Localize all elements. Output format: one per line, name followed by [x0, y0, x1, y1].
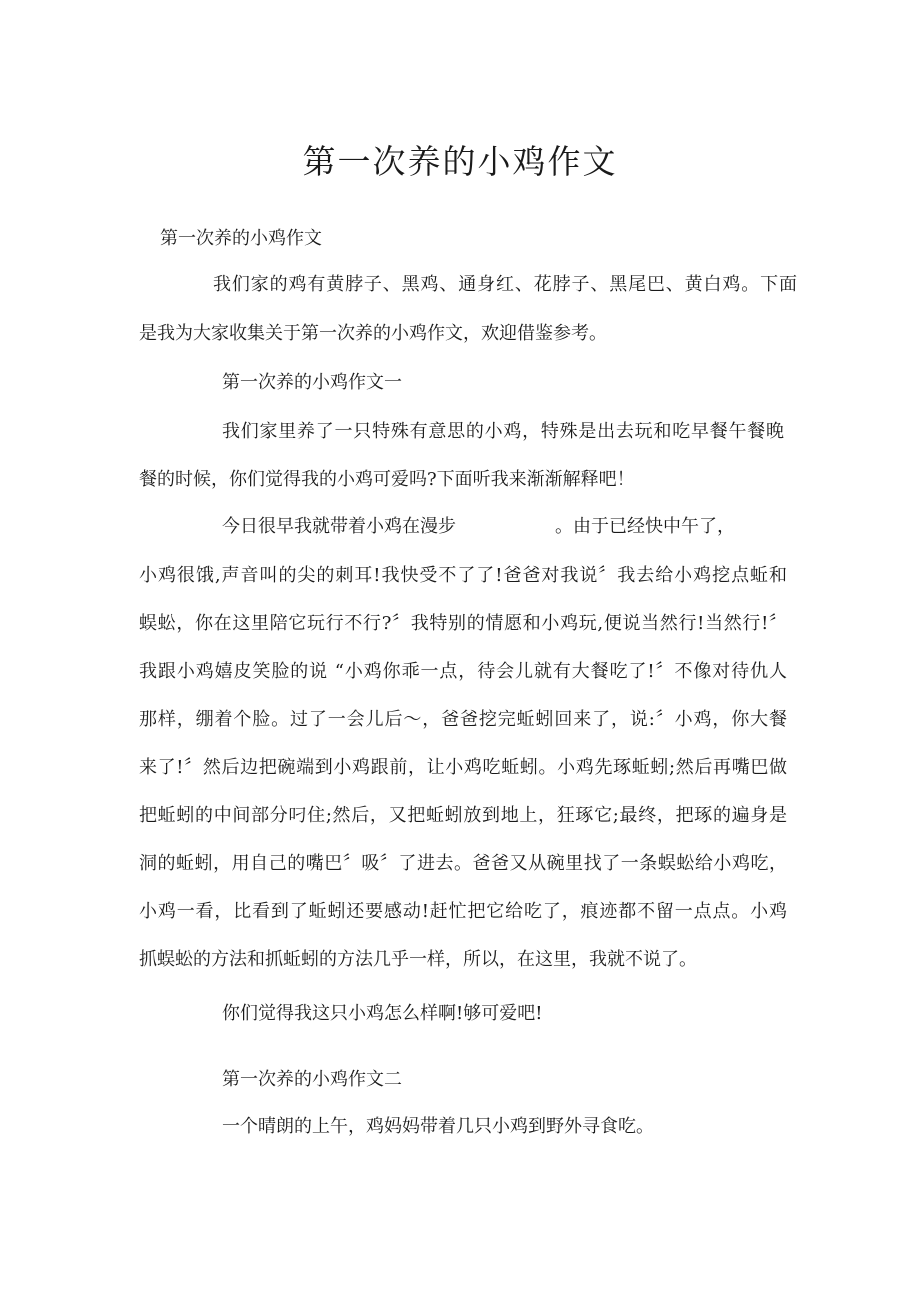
section1-para3: 你们觉得我这只小鸡怎么样啊!够可爱吧! [222, 1003, 543, 1024]
subtitle: 第一次养的小鸡作文 [160, 228, 322, 249]
section1-para2-start-b: 。由于已经快中午了， [555, 516, 735, 537]
section1-para2-line-1: 小鸡很饿,声音叫的尖的刺耳!我快受不了了!爸爸对我说〞我去给小鸡挖点蚯和 [139, 565, 787, 586]
section1-para2-line-3: 我跟小鸡嬉皮笑脸的说 “小鸡你乖一点，待会儿就有大餐吃了!〞不像对待仇人 [139, 661, 787, 682]
section1-para2-line-5: 来了!〞然后边把碗端到小鸡跟前，让小鸡吃蚯蚓。小鸡先琢蚯蚓;然后再嘴巴做 [139, 757, 787, 778]
document-title: 第一次养的小鸡作文 [302, 142, 618, 181]
section1-para2-start-a: 今日很早我就带着小鸡在漫步 [222, 516, 456, 537]
section1-para2-line-7: 洞的蚯蚓，用自己的嘴巴〞吸〞了进去。爸爸又从碗里找了一条蜈蚣给小鸡吃， [139, 853, 787, 874]
section1-para2-line-8: 小鸡一看，比看到了蚯蚓还要感动!赶忙把它给吃了，痕迹都不留一点点。小鸡 [139, 901, 787, 922]
section2-para1: 一个晴朗的上午，鸡妈妈带着几只小鸡到野外寻食吃。 [222, 1116, 654, 1137]
section1-para2-line-4: 那样，绷着个脸。过了一会儿后～，爸爸挖完蚯蚓回来了，说:〞小鸡，你大餐 [139, 709, 787, 730]
section1-para2-line-6: 把蚯蚓的中间部分叼住;然后，又把蚯蚓放到地上，狂琢它;最终，把琢的遍身是 [139, 805, 787, 826]
intro-line-1: 我们家的鸡有黄脖子、黑鸡、通身红、花脖子、黑尾巴、黄白鸡。下面 [213, 274, 797, 295]
section1-heading: 第一次养的小鸡作文一 [222, 372, 402, 393]
section1-para2-line-9: 抓蜈蚣的方法和抓蚯蚓的方法几乎一样，所以，在这里，我就不说了。 [139, 949, 697, 970]
section2-heading: 第一次养的小鸡作文二 [222, 1069, 402, 1090]
section1-para2-line-2: 蜈蚣，你在这里陪它玩行不行?〞我特别的情愿和小鸡玩,便说当然行!当然行!〞 [139, 613, 787, 634]
intro-line-2: 是我为大家收集关于第一次养的小鸡作文，欢迎借鉴参考。 [139, 323, 607, 344]
section1-para1-line-1: 我们家里养了一只特殊有意思的小鸡，特殊是出去玩和吃早餐午餐晚 [222, 421, 784, 442]
section1-para1-line-2: 餐的时候，你们觉得我的小鸡可爱吗?下面听我来渐渐解释吧！ [139, 469, 635, 490]
